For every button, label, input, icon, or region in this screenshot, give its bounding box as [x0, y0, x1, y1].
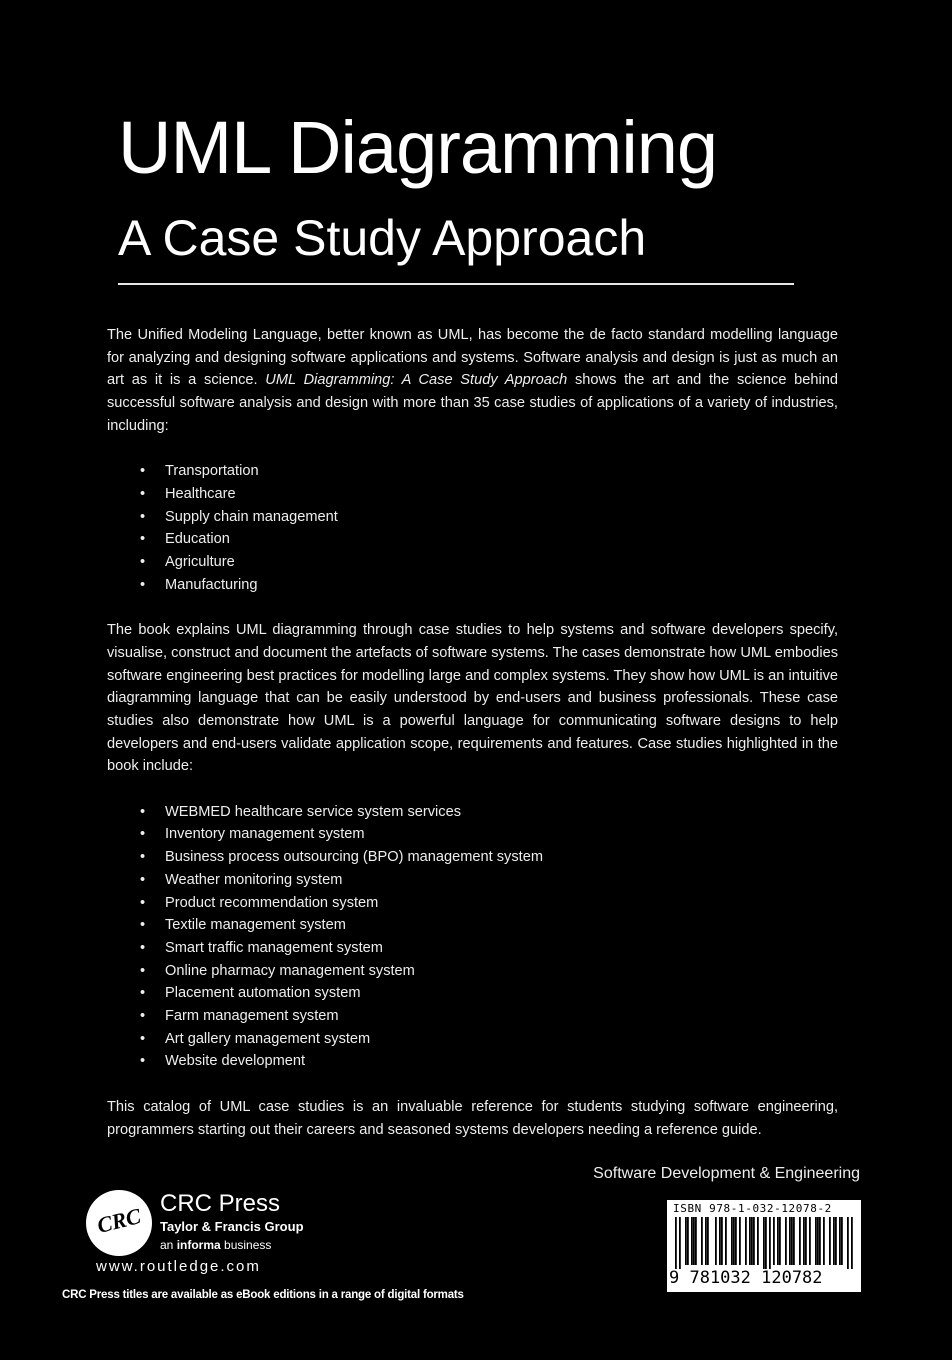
publisher-name: CRC Press	[160, 1190, 281, 1217]
barcode-bar	[701, 1217, 703, 1265]
crc-logo-text: CRC	[94, 1203, 144, 1238]
list-item: • Healthcare	[165, 483, 838, 506]
barcode-bar	[829, 1217, 831, 1265]
barcode-bar	[805, 1217, 807, 1265]
barcode-bar	[745, 1217, 747, 1265]
list-item: • Supply chain management	[165, 506, 838, 529]
barcode-bar	[757, 1217, 759, 1265]
barcode-bar	[841, 1217, 843, 1265]
isbn-text: ISBN 978-1-032-12078-2	[673, 1202, 832, 1215]
publisher-business	[160, 1238, 271, 1252]
barcode-bar	[679, 1217, 681, 1269]
barcode-bar	[809, 1217, 811, 1265]
barcode-bar	[685, 1217, 687, 1265]
series-label: Software Development & Engineering	[593, 1165, 860, 1182]
list-item: • Weather monitoring system	[165, 869, 838, 892]
barcode-bar	[735, 1217, 737, 1265]
barcode-bar	[823, 1217, 825, 1265]
isbn-barcode	[667, 1200, 861, 1292]
case-studies-list	[107, 801, 838, 1073]
list-item: • Art gallery management system	[165, 1028, 838, 1051]
barcode-bar	[789, 1217, 791, 1265]
barcode-bar	[731, 1217, 733, 1265]
explanation-paragraph: The book explains UML diagramming through case studies to help systems and software developers specify, visualise, construct and document the artefacts of software systems. The cases demonstrate how UML embodies software engineering best practices for modelling large and complex systems. They show how UML is an intuitive diagramming language that can be easily understood by end-users and business professionals. These case studies also demonstrate how UML is a powerful language for communicating software designs to help developers and end-users validate application scope, requirements and features. Case studies highlighted in the book include:	[107, 622, 838, 775]
barcode-bar	[739, 1217, 741, 1265]
barcode-bar	[785, 1217, 787, 1265]
barcode-bar	[777, 1217, 779, 1265]
barcode-bar	[779, 1217, 781, 1265]
business-suffix: business	[220, 1238, 272, 1252]
barcode-bar	[819, 1217, 821, 1265]
barcode-bar	[847, 1217, 849, 1269]
barcode-bar	[687, 1217, 689, 1265]
crc-logo	[86, 1190, 152, 1256]
list-item: • Farm management system	[165, 1005, 838, 1028]
barcode-bar	[675, 1217, 677, 1269]
barcode-bar	[751, 1217, 753, 1265]
barcode-bar	[749, 1217, 751, 1265]
list-item: • Smart traffic management system	[165, 937, 838, 960]
list-item: • Textile management system	[165, 914, 838, 937]
intro-text-end: shows the art and the science behind successful software analysis and design with more than 35 case studies of applications of a variety of industries, including:	[107, 372, 838, 434]
barcode-bar	[725, 1217, 727, 1265]
book-title: UML Diagramming	[118, 106, 718, 189]
list-item: • Business process outsourcing (BPO) management system	[165, 846, 838, 869]
barcode-bar	[851, 1217, 853, 1269]
barcode-bar	[769, 1217, 771, 1269]
barcode-bar	[773, 1217, 775, 1265]
intro-paragraph	[107, 324, 838, 438]
barcode-bar	[839, 1217, 841, 1265]
book-subtitle: A Case Study Approach	[118, 210, 647, 266]
barcode-bar	[695, 1217, 697, 1265]
title-divider	[118, 283, 794, 285]
list-item: • Manufacturing	[165, 574, 838, 597]
publisher-group: Taylor & Francis Group	[160, 1219, 304, 1234]
barcode-bar	[693, 1217, 695, 1265]
barcode-bar	[765, 1217, 767, 1269]
intro-text: The Unified Modeling Language, better known as UML, has become the de facto standard modelling language for analyzing and designing software applications and systems. Software analysis and design is just as much an art as it is a science.	[107, 327, 838, 389]
list-item: • Inventory management system	[165, 823, 838, 846]
barcode-bar	[791, 1217, 793, 1265]
list-item: • Product recommendation system	[165, 892, 838, 915]
publisher-website: www.routledge.com	[96, 1258, 261, 1275]
list-item: • Transportation	[165, 460, 838, 483]
back-cover-description	[107, 324, 838, 1141]
barcode-digits: 9 781032 120782	[669, 1268, 823, 1288]
intro-book-title: UML Diagramming: A Case Study Approach	[265, 372, 568, 389]
barcode-bar	[803, 1217, 805, 1265]
barcode-bar	[707, 1217, 709, 1265]
barcode-bar	[835, 1217, 837, 1265]
business-prefix: an	[160, 1238, 177, 1252]
list-item: • WEBMED healthcare service system services	[165, 801, 838, 824]
list-item: • Website development	[165, 1050, 838, 1073]
list-item: • Education	[165, 528, 838, 551]
list-item: • Placement automation system	[165, 982, 838, 1005]
closing-paragraph: This catalog of UML case studies is an invaluable reference for students studying software engineering, programmers starting out their careers and seasoned systems developers needing a reference guide.	[107, 1098, 838, 1138]
barcode-bar	[833, 1217, 835, 1265]
barcode-bar	[793, 1217, 795, 1265]
barcode-bar	[733, 1217, 735, 1265]
barcode-bar	[799, 1217, 801, 1265]
barcode-bar	[817, 1217, 819, 1265]
barcode-bar	[691, 1217, 693, 1265]
barcode-bars	[675, 1217, 853, 1269]
barcode-bar	[721, 1217, 723, 1265]
business-brand: informa	[176, 1238, 221, 1252]
industries-list	[107, 460, 838, 596]
ebook-note: CRC Press titles are available as eBook editions in a range of digital formats	[62, 1289, 464, 1301]
barcode-bar	[763, 1217, 765, 1269]
list-item: • Agriculture	[165, 551, 838, 574]
list-item: • Online pharmacy management system	[165, 960, 838, 983]
barcode-bar	[815, 1217, 817, 1265]
barcode-bar	[705, 1217, 707, 1265]
barcode-bar	[753, 1217, 755, 1265]
barcode-bar	[719, 1217, 721, 1265]
barcode-bar	[715, 1217, 717, 1265]
